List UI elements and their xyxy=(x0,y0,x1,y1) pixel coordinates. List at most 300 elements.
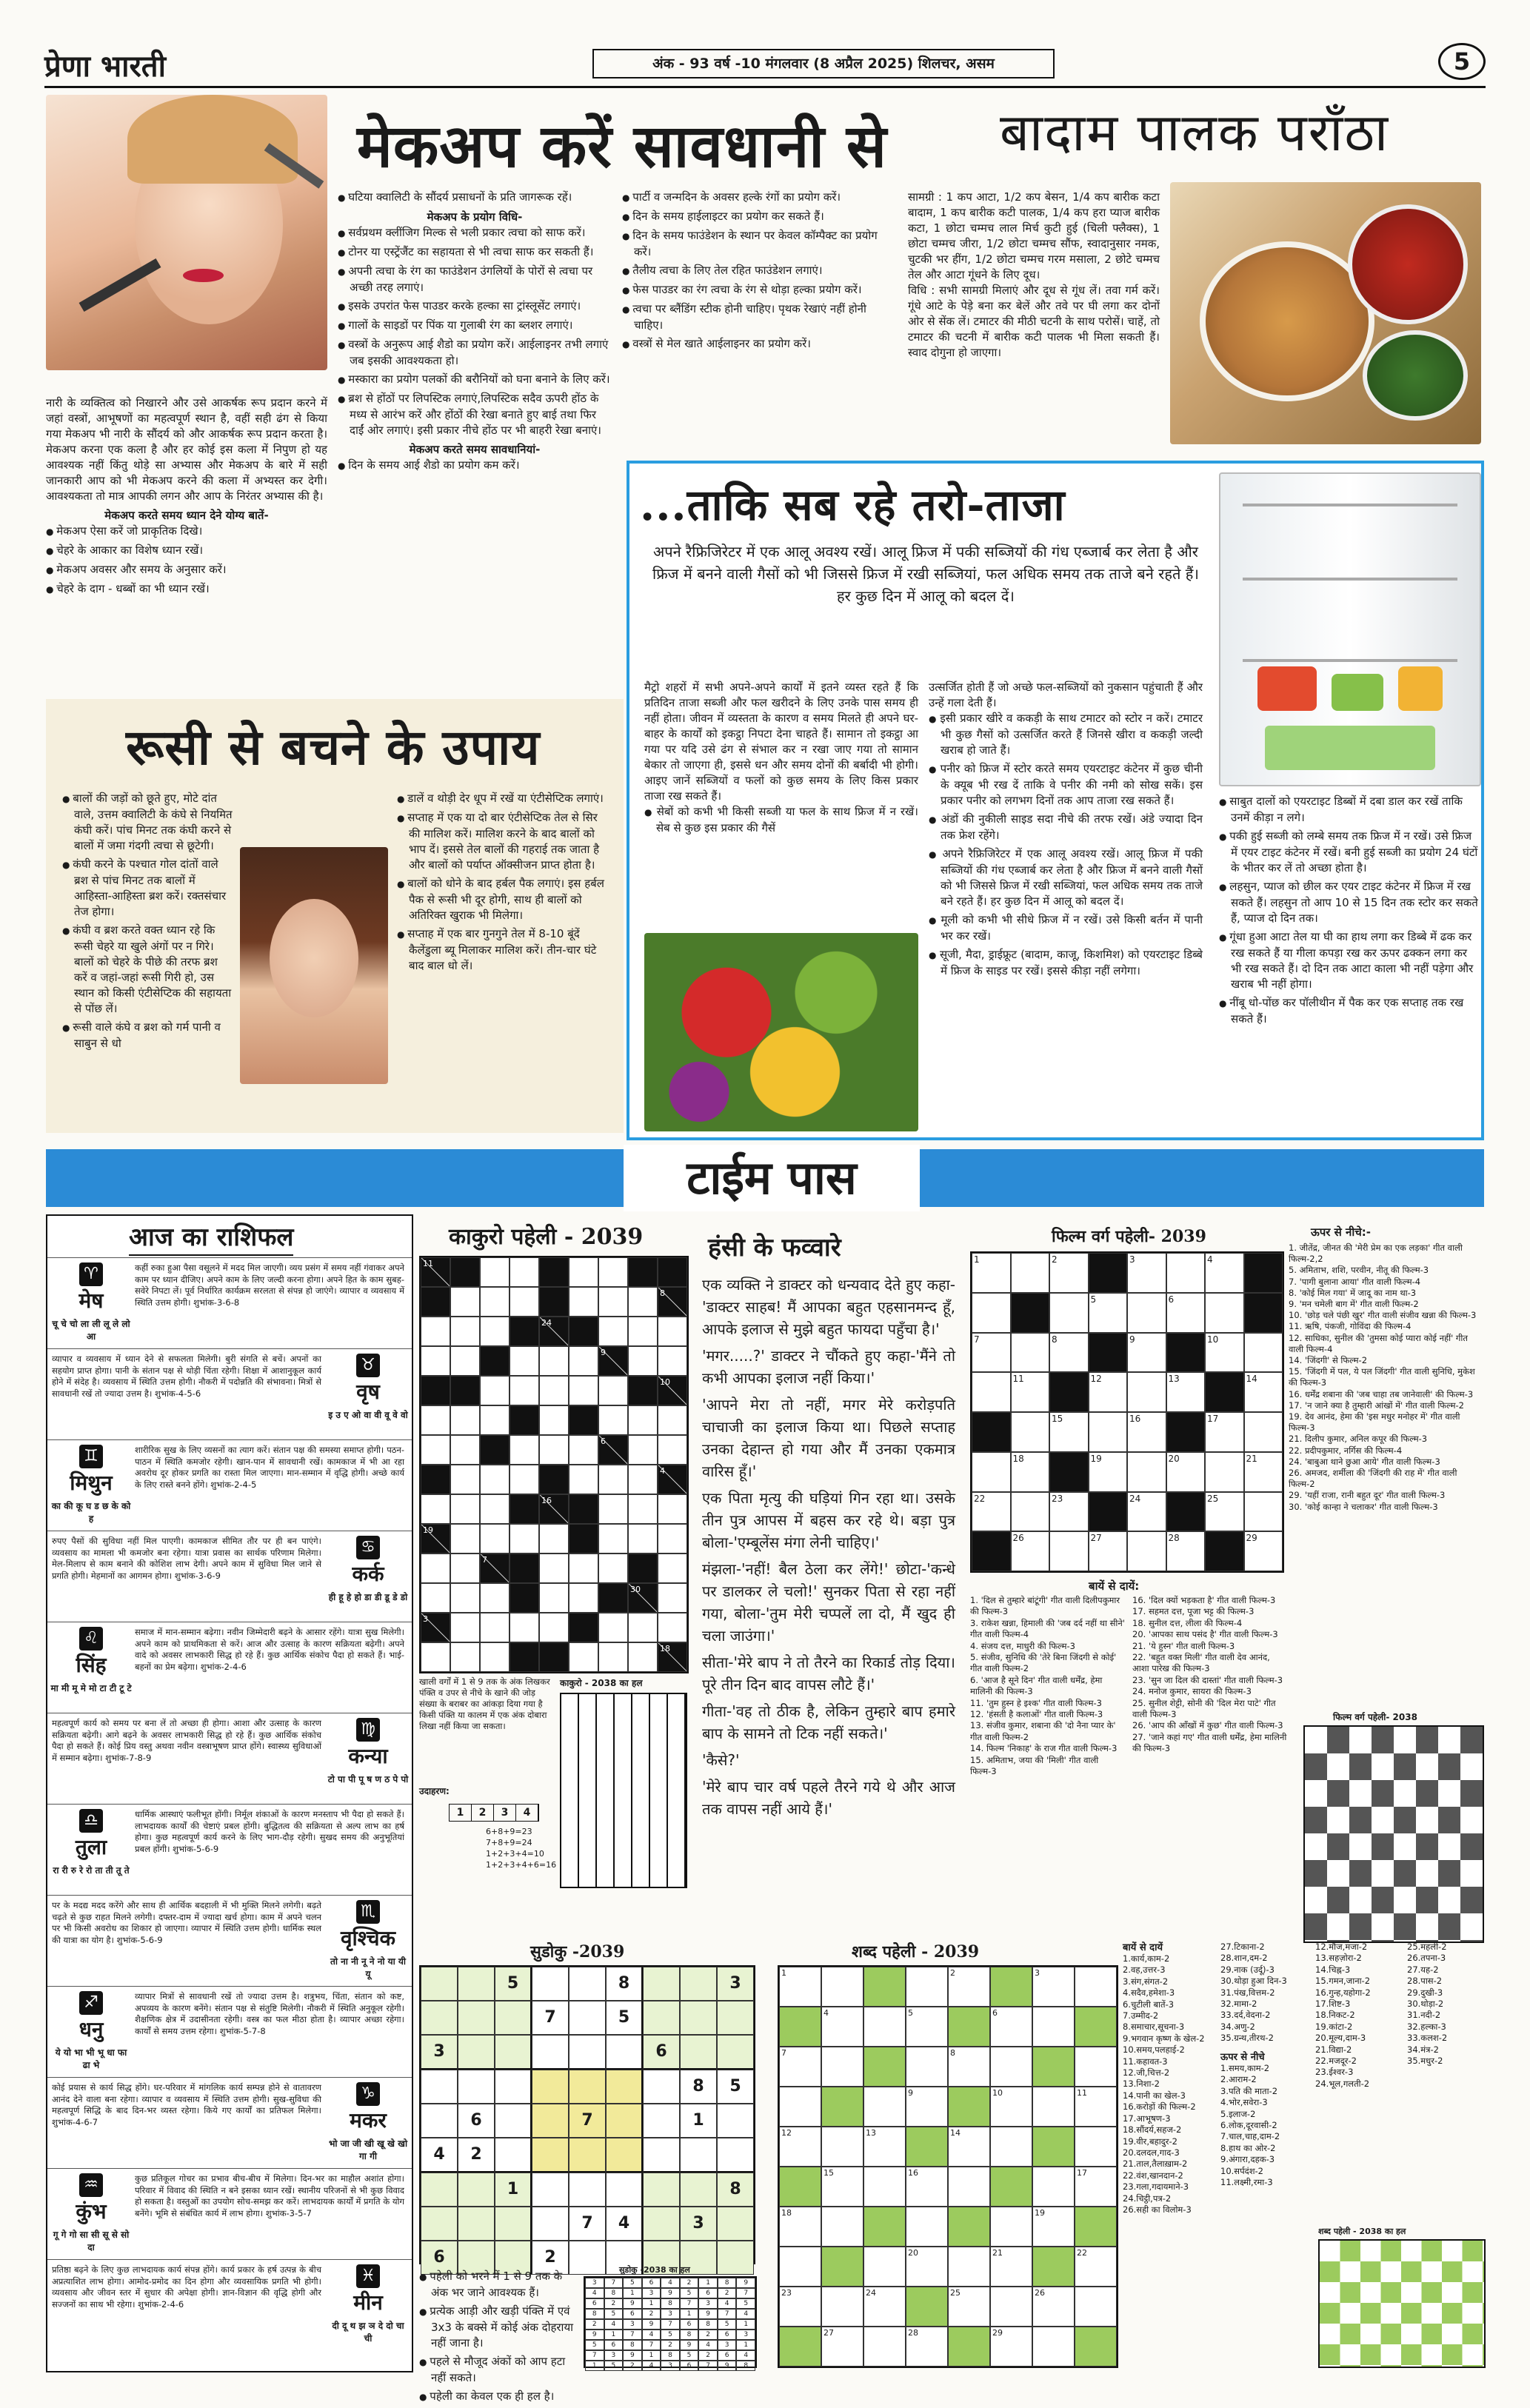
film-cell[interactable] xyxy=(972,1253,1011,1293)
film-cell[interactable] xyxy=(1127,1253,1166,1293)
kakuro-cell[interactable] xyxy=(658,1346,687,1376)
film-cell[interactable] xyxy=(1127,1293,1166,1333)
kakuro-cell[interactable] xyxy=(480,1287,510,1317)
kakuro-cell[interactable] xyxy=(480,1376,510,1405)
kakuro-cell[interactable] xyxy=(569,1583,598,1613)
sudoku-cell[interactable] xyxy=(606,2173,643,2207)
sudoku-cell[interactable] xyxy=(717,2035,754,2070)
kakuro-cell[interactable] xyxy=(569,1465,598,1494)
sudoku-cell[interactable]: 7 xyxy=(532,2001,569,2035)
kakuro-cell[interactable] xyxy=(569,1435,598,1465)
word-cell[interactable] xyxy=(779,2247,821,2287)
sudoku-solution-cell: 7 xyxy=(736,2288,755,2298)
word-cell[interactable] xyxy=(779,2047,821,2087)
kakuro-cell[interactable] xyxy=(598,1317,628,1346)
kakuro-cell[interactable] xyxy=(450,1287,480,1317)
makeup-col3-item: ● दिन के समय फाउंडेशन के स्थान पर केवल कॉम्पैक्ट का प्रयोग करें। xyxy=(622,228,896,260)
kakuro-cell[interactable] xyxy=(598,1376,628,1405)
sudoku-cell[interactable]: 5 xyxy=(717,2070,754,2104)
word-cell[interactable] xyxy=(821,2047,863,2087)
kakuro-cell[interactable] xyxy=(421,1435,450,1465)
kakuro-cell[interactable] xyxy=(658,1405,687,1435)
sudoku-cell[interactable] xyxy=(717,2104,754,2138)
kakuro-cell[interactable] xyxy=(421,1494,450,1524)
kakuro-cell[interactable] xyxy=(480,1494,510,1524)
horoscope-item xyxy=(47,1622,412,1713)
kakuro-cell[interactable] xyxy=(510,1613,539,1642)
sudoku-grid[interactable] xyxy=(419,1965,755,2267)
film-cell[interactable] xyxy=(1089,1372,1128,1412)
kakuro-cell[interactable] xyxy=(450,1554,480,1583)
sudoku-cell[interactable]: 6 xyxy=(421,2241,458,2275)
sudoku-cell[interactable] xyxy=(569,2070,606,2104)
film-cell[interactable] xyxy=(972,1293,1011,1333)
film-cell[interactable] xyxy=(1166,1452,1206,1492)
sign-name: कर्क xyxy=(352,1562,384,1586)
kakuro-cell[interactable] xyxy=(628,1524,658,1554)
film-cell[interactable] xyxy=(1049,1253,1089,1293)
film-cell[interactable] xyxy=(1205,1253,1244,1293)
word-cell[interactable] xyxy=(990,2047,1032,2087)
word-cell[interactable] xyxy=(779,2207,821,2247)
film-cell[interactable] xyxy=(1244,1333,1283,1373)
film-cell[interactable] xyxy=(1049,1531,1089,1571)
sudoku-cell[interactable] xyxy=(458,2035,495,2070)
film-cell[interactable] xyxy=(1166,1372,1206,1412)
word-cell[interactable] xyxy=(906,2247,948,2287)
kakuro-cell[interactable] xyxy=(628,1346,658,1376)
sudoku-solution-cell: 8 xyxy=(623,2340,642,2350)
kakuro-cell[interactable] xyxy=(450,1494,480,1524)
kakuro-cell[interactable] xyxy=(480,1613,510,1642)
kakuro-cell[interactable] xyxy=(450,1317,480,1346)
sudoku-cell[interactable] xyxy=(421,2207,458,2241)
kakuro-cell[interactable] xyxy=(539,1405,569,1435)
kakuro-cell[interactable] xyxy=(421,1346,450,1376)
kakuro-cell[interactable] xyxy=(450,1346,480,1376)
kakuro-cell[interactable] xyxy=(510,1524,539,1554)
sudoku-cell[interactable] xyxy=(606,2070,643,2104)
word-cell[interactable] xyxy=(906,2207,948,2247)
film-cell[interactable] xyxy=(1011,1333,1050,1373)
word-cell[interactable] xyxy=(1075,2127,1117,2167)
word-cell[interactable] xyxy=(863,2167,906,2207)
kakuro-cell[interactable] xyxy=(539,1524,569,1554)
kakuro-cell[interactable] xyxy=(539,1613,569,1642)
kakuro-cell[interactable] xyxy=(450,1524,480,1554)
film-cell[interactable] xyxy=(1244,1372,1283,1412)
sudoku-cell[interactable] xyxy=(458,2001,495,2035)
kakuro-cell[interactable] xyxy=(510,1287,539,1317)
kakuro-cell[interactable] xyxy=(421,1554,450,1583)
word-cell[interactable] xyxy=(779,2127,821,2167)
kakuro-cell[interactable] xyxy=(569,1346,598,1376)
sudoku-cell[interactable] xyxy=(421,1967,458,2001)
kakuro-cell[interactable] xyxy=(421,1405,450,1435)
sudoku-cell[interactable] xyxy=(643,2173,680,2207)
kakuro-cell[interactable] xyxy=(450,1642,480,1672)
sudoku-cell[interactable]: 8 xyxy=(717,2173,754,2207)
sudoku-cell[interactable]: 7 xyxy=(569,2207,606,2241)
kakuro-cell[interactable] xyxy=(628,1405,658,1435)
word-cell[interactable] xyxy=(779,2287,821,2327)
sudoku-cell[interactable] xyxy=(680,2138,717,2173)
kakuro-cell xyxy=(569,1613,598,1642)
sudoku-cell[interactable] xyxy=(421,2001,458,2035)
film-cell[interactable] xyxy=(972,1452,1011,1492)
word-cell[interactable] xyxy=(990,2007,1032,2047)
kakuro-cell[interactable] xyxy=(598,1287,628,1317)
kakuro-cell[interactable] xyxy=(450,1613,480,1642)
kakuro-cell[interactable] xyxy=(480,1642,510,1672)
sudoku-cell[interactable] xyxy=(532,2104,569,2138)
kakuro-cell[interactable] xyxy=(628,1435,658,1465)
sudoku-cell[interactable]: 7 xyxy=(569,2104,606,2138)
word-cell[interactable] xyxy=(906,2327,948,2367)
word-cell[interactable] xyxy=(1075,2247,1117,2287)
sudoku-cell[interactable] xyxy=(643,2001,680,2035)
word-cell[interactable] xyxy=(863,2087,906,2127)
word-cell[interactable] xyxy=(990,2327,1032,2367)
sudoku-cell[interactable] xyxy=(495,2207,532,2241)
kakuro-cell[interactable] xyxy=(539,1583,569,1613)
sudoku-cell[interactable] xyxy=(569,2035,606,2070)
film-cell[interactable] xyxy=(1244,1412,1283,1452)
word-cell[interactable] xyxy=(1075,2287,1117,2327)
film-cell[interactable] xyxy=(1011,1412,1050,1452)
word-cell[interactable] xyxy=(1032,2087,1075,2127)
word-cell[interactable] xyxy=(990,2087,1032,2127)
makeup-col2-item: ● घटिया क्वालिटी के सौंदर्य प्रसाधनों के प्रति जागरूक रहें। xyxy=(338,190,612,206)
sudoku-cell[interactable]: 5 xyxy=(495,1967,532,2001)
kakuro-cell[interactable] xyxy=(598,1494,628,1524)
sudoku-cell[interactable]: 1 xyxy=(680,2104,717,2138)
word-cell[interactable] xyxy=(1075,2047,1117,2087)
sudoku-cell[interactable] xyxy=(643,2070,680,2104)
sudoku-cell[interactable] xyxy=(421,2070,458,2104)
sudoku-cell[interactable] xyxy=(606,2104,643,2138)
film-cell[interactable] xyxy=(1049,1333,1089,1373)
sudoku-cell[interactable] xyxy=(643,2138,680,2173)
sudoku-cell[interactable] xyxy=(717,2138,754,2173)
word-cell[interactable] xyxy=(990,2287,1032,2327)
film-down-list xyxy=(970,1595,1287,1778)
sudoku-cell[interactable] xyxy=(532,2173,569,2207)
word-cell xyxy=(863,2047,906,2087)
word-cell[interactable] xyxy=(906,1967,948,2007)
kakuro-cell[interactable] xyxy=(510,1346,539,1376)
word-cell[interactable] xyxy=(863,2327,906,2367)
sudoku-cell[interactable] xyxy=(643,1967,680,2001)
film-cell[interactable] xyxy=(1011,1452,1050,1492)
word-cell[interactable] xyxy=(1032,2327,1075,2367)
kakuro-cell[interactable] xyxy=(658,1494,687,1524)
kakuro-cell[interactable] xyxy=(539,1346,569,1376)
kakuro-cell[interactable] xyxy=(598,1642,628,1672)
film-cell-number: 17 xyxy=(1207,1414,1219,1424)
sudoku-cell[interactable] xyxy=(717,2001,754,2035)
kakuro-cell[interactable] xyxy=(539,1554,569,1583)
kakuro-cell[interactable] xyxy=(628,1317,658,1346)
kakuro-solution-grid xyxy=(560,1693,687,1888)
word-cell[interactable] xyxy=(779,1967,821,2007)
kakuro-cell[interactable] xyxy=(569,1287,598,1317)
word-cell[interactable] xyxy=(1032,2207,1075,2247)
film-cell[interactable] xyxy=(1049,1293,1089,1333)
sudoku-cell[interactable]: 6 xyxy=(643,2035,680,2070)
kakuro-cell[interactable] xyxy=(598,1524,628,1554)
word-cell[interactable] xyxy=(863,2127,906,2167)
film-cell[interactable] xyxy=(1166,1293,1206,1333)
film-cell[interactable] xyxy=(1127,1452,1166,1492)
film-cell[interactable] xyxy=(1127,1531,1166,1571)
sudoku-cell[interactable] xyxy=(495,2001,532,2035)
sign-letters: टो पा पी पू ष ण ठ पे पो xyxy=(327,1774,409,1785)
kakuro-cell[interactable] xyxy=(628,1465,658,1494)
kakuro-cell[interactable] xyxy=(628,1287,658,1317)
sudoku-cell[interactable] xyxy=(495,2138,532,2173)
kakuro-cell[interactable] xyxy=(658,1524,687,1554)
kakuro-cell[interactable] xyxy=(421,1642,450,1672)
film-cell[interactable] xyxy=(1166,1253,1206,1293)
sudoku-cell[interactable]: 1 xyxy=(495,2173,532,2207)
kakuro-cell[interactable] xyxy=(510,1376,539,1405)
makeup-col3 xyxy=(622,190,896,355)
kakuro-cell[interactable] xyxy=(539,1435,569,1465)
sudoku-cell[interactable] xyxy=(458,2173,495,2207)
word-cell[interactable] xyxy=(948,2047,990,2087)
sudoku-cell[interactable] xyxy=(421,2173,458,2207)
kakuro-cell[interactable] xyxy=(450,1583,480,1613)
film-cell[interactable] xyxy=(1127,1412,1166,1452)
film-cell-number: 2 xyxy=(1052,1254,1058,1265)
word-cell[interactable] xyxy=(1032,1967,1075,2007)
sudoku-cell[interactable] xyxy=(717,2207,754,2241)
kakuro-cell[interactable] xyxy=(569,1554,598,1583)
word-cell[interactable] xyxy=(948,2167,990,2207)
word-cell[interactable] xyxy=(1032,2167,1075,2207)
sudoku-cell[interactable] xyxy=(606,2035,643,2070)
kakuro-cell[interactable] xyxy=(598,1554,628,1583)
sudoku-cell[interactable] xyxy=(532,1967,569,2001)
kakuro-cell[interactable] xyxy=(598,1613,628,1642)
film-cell[interactable] xyxy=(972,1372,1011,1412)
sudoku-cell[interactable] xyxy=(532,2207,569,2241)
sudoku-cell[interactable] xyxy=(458,2207,495,2241)
horoscope-item xyxy=(47,1804,412,1895)
kakuro-cell[interactable] xyxy=(628,1642,658,1672)
word-cell[interactable] xyxy=(990,2247,1032,2287)
sudoku-cell[interactable] xyxy=(680,2035,717,2070)
sudoku-cell[interactable]: 4 xyxy=(421,2138,458,2173)
word-grid[interactable] xyxy=(778,1965,1118,2368)
sudoku-solution-cell: 4 xyxy=(642,2361,661,2371)
film-cell[interactable] xyxy=(1089,1412,1128,1452)
word-clue: 24.भूल,गलती-2 xyxy=(1315,2078,1370,2089)
sudoku-cell[interactable] xyxy=(569,2001,606,2035)
kakuro-cell[interactable] xyxy=(480,1524,510,1554)
sudoku-solution-cell: 7 xyxy=(604,2278,624,2288)
kakuro-cell[interactable] xyxy=(450,1465,480,1494)
sudoku-cell[interactable] xyxy=(643,2104,680,2138)
kakuro-grid[interactable] xyxy=(419,1256,689,1673)
kakuro-cell[interactable] xyxy=(480,1405,510,1435)
word-cell[interactable] xyxy=(1075,2167,1117,2207)
film-cell[interactable] xyxy=(972,1333,1011,1373)
sudoku-cell[interactable] xyxy=(495,2104,532,2138)
film-cell[interactable] xyxy=(1166,1531,1206,1571)
film-cell[interactable] xyxy=(1049,1412,1089,1452)
sudoku-cell[interactable]: 8 xyxy=(680,2070,717,2104)
kakuro-cell[interactable] xyxy=(658,1583,687,1613)
sudoku-cell[interactable] xyxy=(680,2001,717,2035)
sudoku-cell[interactable]: 6 xyxy=(458,2104,495,2138)
kakuro-cell[interactable] xyxy=(421,1583,450,1613)
kakuro-cell[interactable] xyxy=(658,1317,687,1346)
sudoku-cell[interactable]: 2 xyxy=(532,2241,569,2275)
kakuro-cell[interactable] xyxy=(569,1376,598,1405)
kakuro-cell[interactable] xyxy=(658,1554,687,1583)
sudoku-cell[interactable]: 3 xyxy=(717,1967,754,2001)
film-cell[interactable] xyxy=(1089,1531,1128,1571)
word-cell[interactable] xyxy=(906,2007,948,2047)
kakuro-cell[interactable] xyxy=(598,1405,628,1435)
word-cell[interactable] xyxy=(990,2207,1032,2247)
word-cell[interactable] xyxy=(990,2127,1032,2167)
kakuro-cell[interactable] xyxy=(569,1257,598,1287)
film-cell[interactable] xyxy=(1011,1372,1050,1412)
film-cell[interactable] xyxy=(1011,1492,1050,1532)
kakuro-cell[interactable] xyxy=(450,1405,480,1435)
kakuro-cell[interactable] xyxy=(658,1435,687,1465)
word-clue: 15.गमन,जाना-2 xyxy=(1315,1976,1371,1987)
sudoku-cell[interactable] xyxy=(495,2035,532,2070)
word-cell[interactable] xyxy=(948,2127,990,2167)
fresh-col2b-item: ● मूली को कभी भी सीधे फ्रिज में न रखें। उसे किसी बर्तन में पानी भर कर रखें। xyxy=(929,912,1203,944)
kakuro-cell[interactable] xyxy=(628,1494,658,1524)
kakuro-cell[interactable] xyxy=(510,1465,539,1494)
film-clue: 7. 'पागी बुलाना आया' गीत वाली फिल्म-4 xyxy=(1289,1276,1421,1287)
film-cell[interactable] xyxy=(1049,1492,1089,1532)
sudoku-cell[interactable] xyxy=(458,2070,495,2104)
film-cell[interactable] xyxy=(972,1492,1011,1532)
word-cell[interactable] xyxy=(821,1967,863,2007)
film-cell[interactable] xyxy=(1089,1452,1128,1492)
sudoku-cell[interactable] xyxy=(532,2138,569,2173)
kakuro-cell[interactable] xyxy=(658,1613,687,1642)
word-cell[interactable] xyxy=(779,2087,821,2127)
word-cell[interactable] xyxy=(821,2327,863,2367)
sudoku-cell[interactable] xyxy=(606,2138,643,2173)
word-cell[interactable] xyxy=(821,2287,863,2327)
sudoku-cell[interactable] xyxy=(532,2035,569,2070)
word-cell[interactable] xyxy=(948,2287,990,2327)
sudoku-cell[interactable]: 5 xyxy=(606,2001,643,2035)
kakuro-cell[interactable] xyxy=(480,1465,510,1494)
kakuro-cell[interactable] xyxy=(598,1465,628,1494)
film-cell[interactable] xyxy=(1127,1492,1166,1532)
sudoku-cell[interactable]: 2 xyxy=(458,2138,495,2173)
word-cell[interactable] xyxy=(1075,2087,1117,2127)
sudoku-cell[interactable] xyxy=(717,2241,754,2275)
film-cell[interactable] xyxy=(1011,1253,1050,1293)
kakuro-cell[interactable] xyxy=(450,1435,480,1465)
sudoku-cell[interactable] xyxy=(569,1967,606,2001)
kakuro-cell[interactable] xyxy=(598,1257,628,1287)
film-cell[interactable] xyxy=(1205,1412,1244,1452)
film-grid[interactable] xyxy=(970,1251,1284,1573)
sudoku-cell[interactable] xyxy=(569,2138,606,2173)
sudoku-cell[interactable]: 8 xyxy=(606,1967,643,2001)
sudoku-cell[interactable] xyxy=(643,2207,680,2241)
film-cell[interactable] xyxy=(1011,1531,1050,1571)
word-cell[interactable] xyxy=(863,2247,906,2287)
sudoku-solution-cell: 8 xyxy=(661,2298,680,2309)
kakuro-cell[interactable] xyxy=(480,1257,510,1287)
kakuro-cell[interactable] xyxy=(510,1257,539,1287)
sudoku-cell[interactable] xyxy=(569,2173,606,2207)
kakuro-cell[interactable] xyxy=(569,1642,598,1672)
word-cell[interactable] xyxy=(1032,2287,1075,2327)
sudoku-solution-cell: 2 xyxy=(604,2298,624,2309)
word-cell[interactable] xyxy=(863,2287,906,2327)
word-cell[interactable] xyxy=(906,2167,948,2207)
film-cell[interactable] xyxy=(1205,1492,1244,1532)
film-cell[interactable] xyxy=(1244,1452,1283,1492)
kakuro-cell[interactable] xyxy=(480,1317,510,1346)
film-clue: 20. 'आपका साथ पसंद है' गीत वाली फिल्म-3 xyxy=(1132,1629,1278,1640)
word-cell[interactable] xyxy=(948,2247,990,2287)
film-cell[interactable] xyxy=(1089,1293,1128,1333)
word-cell[interactable] xyxy=(821,2167,863,2207)
kakuro-clue: 11 xyxy=(423,1259,433,1268)
sudoku-cell[interactable] xyxy=(458,1967,495,2001)
sudoku-cell[interactable] xyxy=(532,2070,569,2104)
kakuro-cell[interactable] xyxy=(510,1435,539,1465)
film-cell[interactable] xyxy=(1205,1333,1244,1373)
word-cell[interactable] xyxy=(863,2007,906,2047)
film-clue: 19. देव आनंद, हेमा की 'इस मधुर मनोहर में' गीत वाली फिल्म-3 xyxy=(1289,1411,1460,1434)
sudoku-cell[interactable]: 4 xyxy=(606,2207,643,2241)
zodiac-icon: ♊ xyxy=(79,1445,103,1468)
sudoku-cell[interactable]: 3 xyxy=(421,2035,458,2070)
kakuro-cell[interactable] xyxy=(480,1583,510,1613)
film-cell[interactable] xyxy=(1205,1293,1244,1333)
word-cell[interactable] xyxy=(821,2207,863,2247)
word-cell[interactable] xyxy=(1075,1967,1117,2007)
sudoku-cell[interactable] xyxy=(421,2104,458,2138)
sudoku-cell[interactable]: 3 xyxy=(680,2207,717,2241)
kakuro-clue: 3 xyxy=(423,1614,428,1624)
word-cell[interactable] xyxy=(1032,2007,1075,2047)
kakuro-cell[interactable] xyxy=(628,1613,658,1642)
sudoku-cell[interactable] xyxy=(680,1967,717,2001)
kakuro-cell[interactable] xyxy=(539,1376,569,1405)
film-cell[interactable] xyxy=(1127,1333,1166,1373)
word-cell[interactable] xyxy=(906,2047,948,2087)
word-cell[interactable] xyxy=(821,2007,863,2047)
word-cell[interactable] xyxy=(906,2087,948,2127)
word-cell[interactable] xyxy=(948,1967,990,2007)
film-cell[interactable] xyxy=(1127,1372,1166,1412)
sudoku-cell[interactable] xyxy=(495,2070,532,2104)
word-cell[interactable] xyxy=(821,2127,863,2167)
film-cell[interactable] xyxy=(1205,1452,1244,1492)
kakuro-cell[interactable] xyxy=(421,1317,450,1346)
sudoku-cell[interactable] xyxy=(680,2173,717,2207)
film-cell[interactable] xyxy=(1244,1531,1283,1571)
film-cell[interactable] xyxy=(1244,1492,1283,1532)
